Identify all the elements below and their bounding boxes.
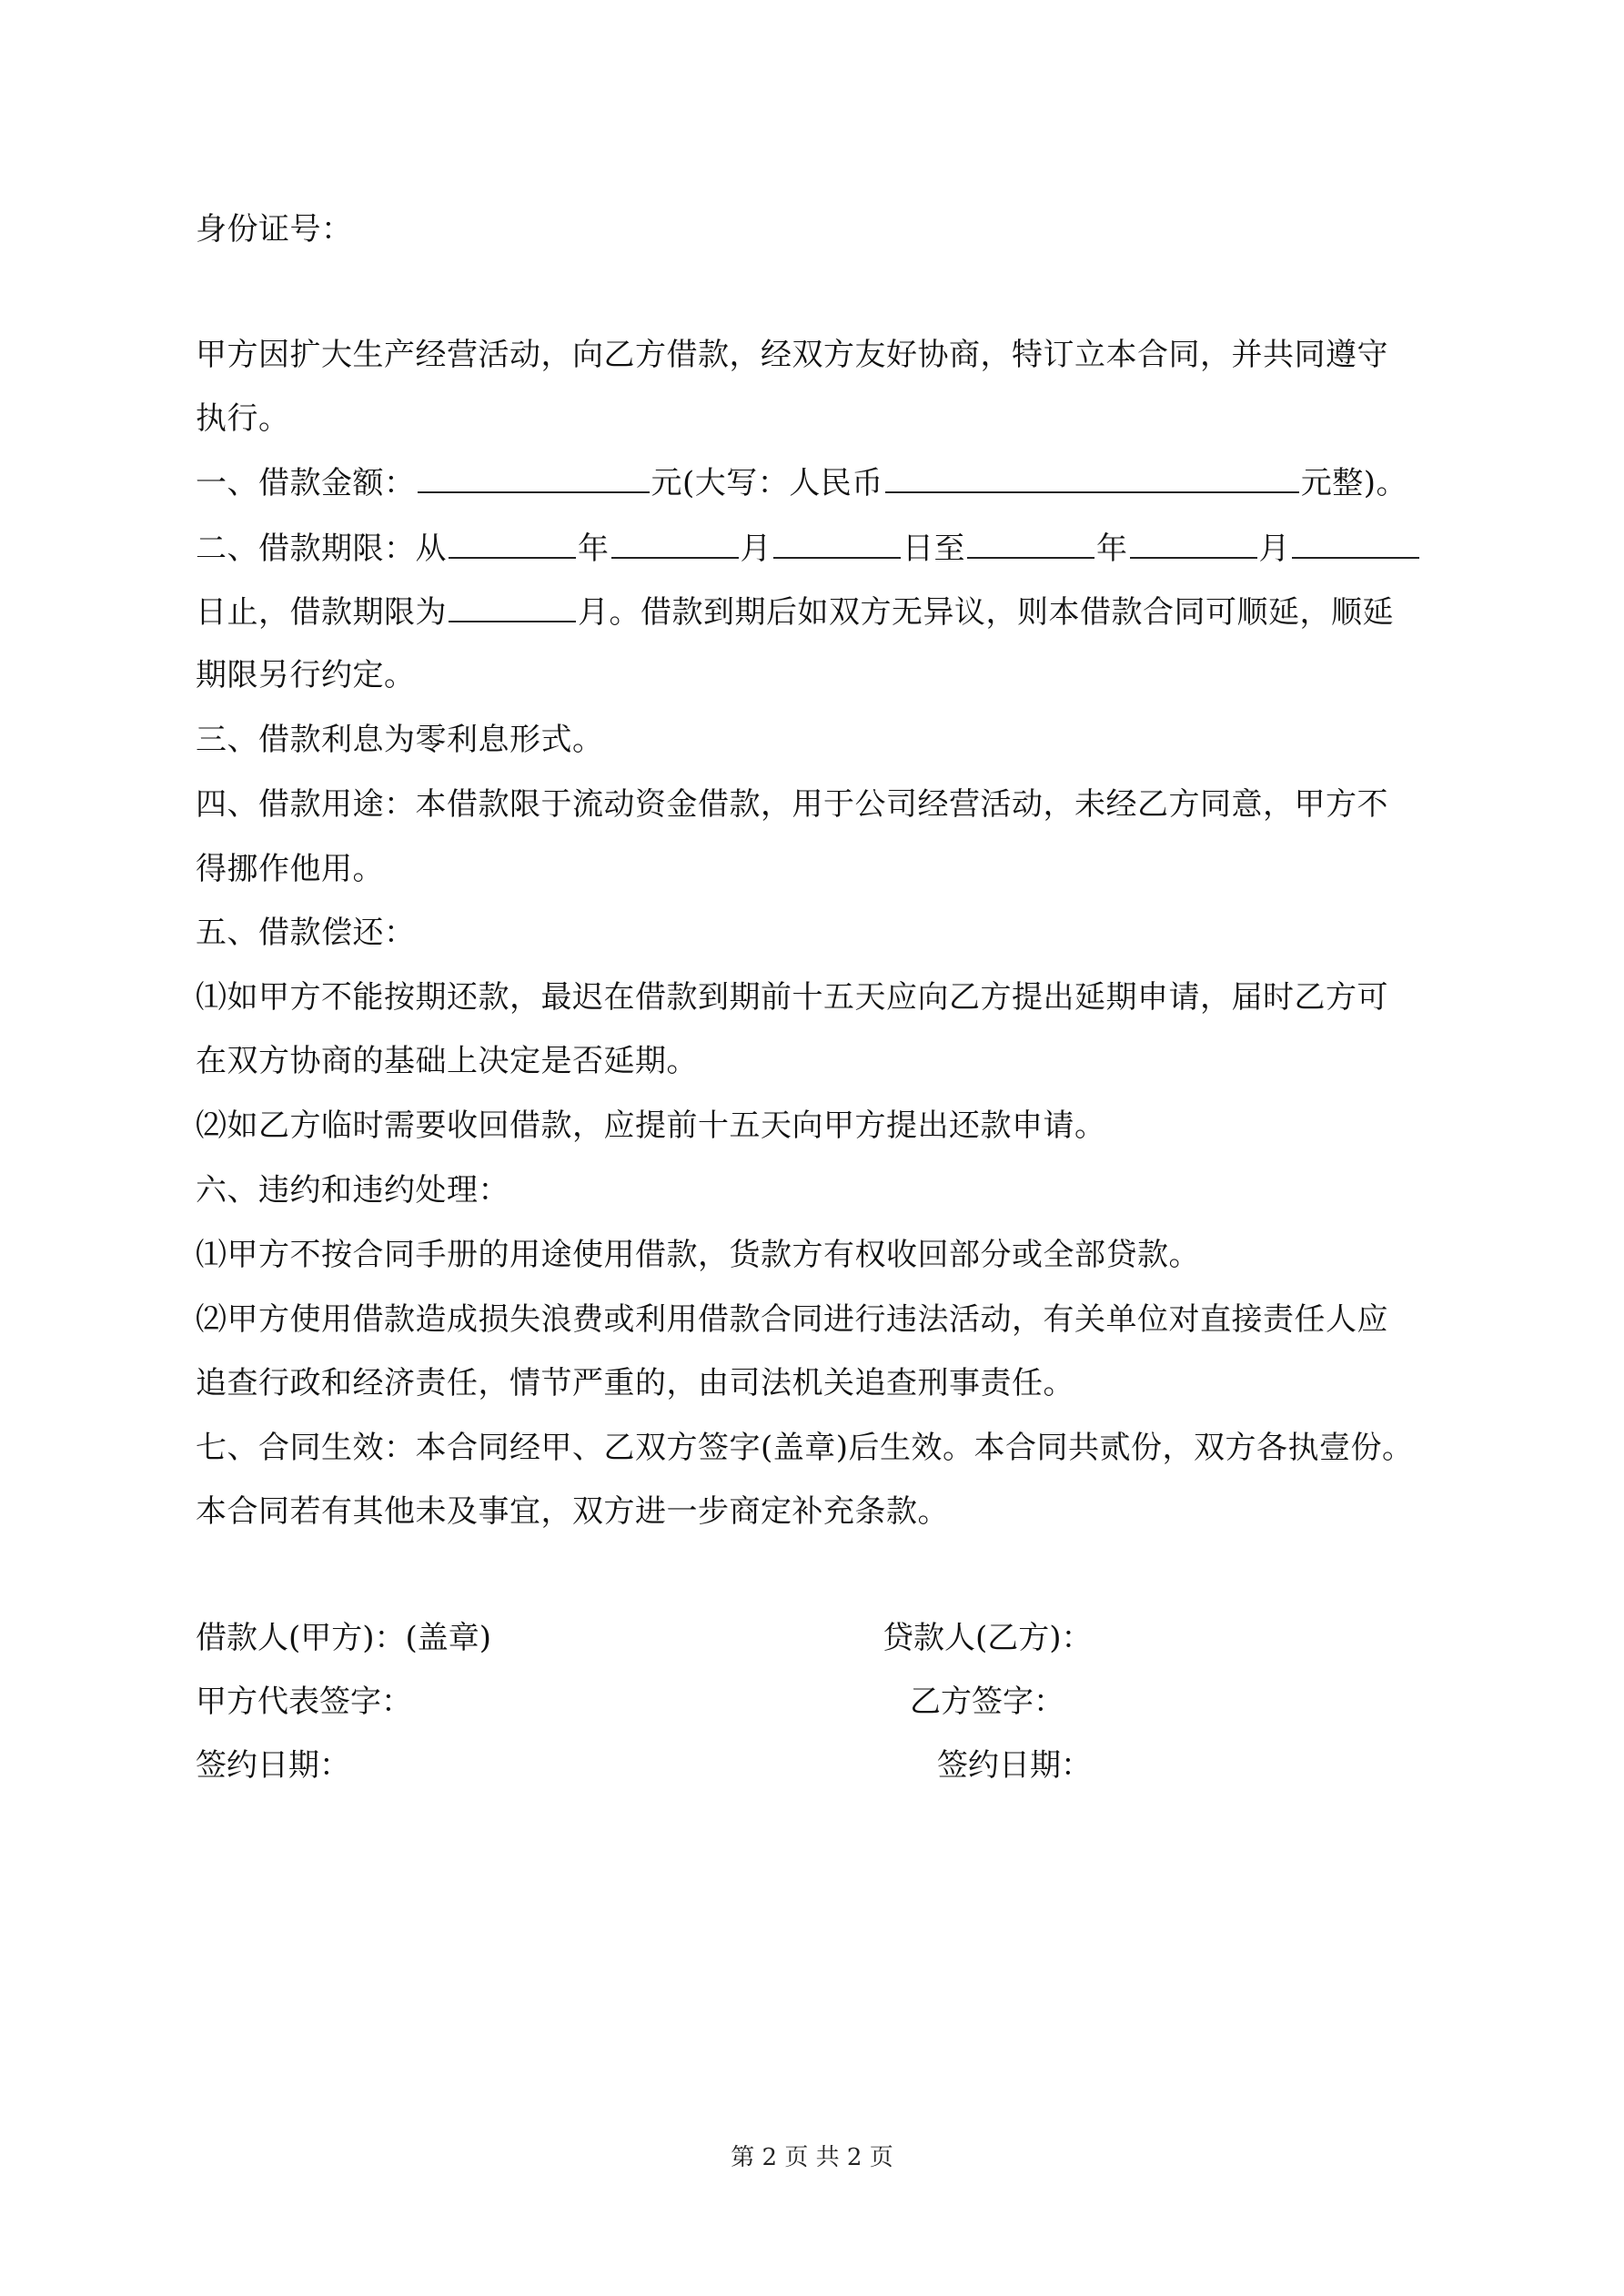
- page-footer: 第 2 页 共 2 页: [731, 2144, 893, 2171]
- end-month-blank: [1130, 530, 1257, 559]
- borrower-date-label: 签约日期：: [196, 1747, 350, 1784]
- clause-1-suffix: 元整)。: [1300, 465, 1408, 501]
- start-day-blank: [773, 530, 901, 559]
- id-number-label: 身份证号：: [196, 211, 353, 248]
- clause-5-item-1-line-1: ⑴如甲方不能按期还款，最迟在借款到期前十五天应向乙方提出延期申请，届时乙方可: [196, 979, 1388, 1016]
- lender-signature-label: 贷款人(乙方)：: [883, 1620, 1093, 1656]
- clause-2-prefix: 二、借款期限：从: [196, 531, 447, 567]
- clause-7-line-2: 本合同若有其他未及事宜，双方进一步商定补充条款。: [196, 1493, 949, 1530]
- start-year-label: 年: [578, 531, 610, 567]
- start-month-label: 月: [740, 531, 772, 567]
- clause-2-line-2-b: 月。借款到期后如双方无异议，则本借款合同可顺延，顺延: [578, 594, 1394, 631]
- clause-1-prefix: 一、借款金额：: [196, 465, 416, 501]
- clause-5-item-1-line-2: 在双方协商的基础上决定是否延期。: [196, 1043, 698, 1079]
- clause-5-item-2: ⑵如乙方临时需要收回借款，应提前十五天向甲方提出还款申请。: [196, 1108, 1106, 1144]
- clause-1-loan-amount: [196, 464, 1407, 501]
- clause-7-line-1: 七、合同生效：本合同经甲、乙双方签字(盖章)后生效。本合同共贰份，双方各执壹份。: [196, 1430, 1414, 1466]
- clause-6-title: 六、违约和违约处理：: [196, 1172, 509, 1209]
- lender-sign-label: 乙方签字：: [910, 1684, 1064, 1720]
- end-year-blank: [967, 530, 1094, 559]
- amount-blank: [418, 464, 650, 493]
- clause-6-item-1: ⑴甲方不按合同手册的用途使用借款，货款方有权收回部分或全部贷款。: [196, 1237, 1200, 1273]
- end-day-blank: [1292, 530, 1419, 559]
- clause-4-purpose-line-2: 得挪作他用。: [196, 851, 384, 887]
- lender-date-label: 签约日期：: [937, 1747, 1092, 1784]
- end-year-label: 年: [1096, 531, 1128, 567]
- start-day-to-label: 日至: [903, 531, 965, 567]
- clause-1-mid: 元(大写：人民币: [651, 465, 883, 501]
- term-months-blank: [449, 593, 576, 622]
- start-year-blank: [449, 530, 576, 559]
- intro-line-2: 执行。: [196, 400, 290, 437]
- start-month-blank: [611, 530, 739, 559]
- clause-2-loan-term-line-1: [196, 530, 1421, 567]
- borrower-representative-label: 甲方代表签字：: [196, 1684, 412, 1720]
- intro-line-1: 甲方因扩大生产经营活动，向乙方借款，经双方友好协商，特订立本合同，并共同遵守: [196, 337, 1388, 373]
- clause-3-interest: 三、借款利息为零利息形式。: [196, 722, 604, 758]
- amount-in-words-blank: [885, 464, 1299, 493]
- borrower-signature-label: 借款人(甲方)：(盖章): [196, 1620, 492, 1656]
- clause-4-purpose-line-1: 四、借款用途：本借款限于流动资金借款，用于公司经营活动，未经乙方同意，甲方不: [196, 786, 1388, 823]
- end-month-label: 月: [1258, 531, 1290, 567]
- clause-5-title: 五、借款偿还：: [196, 915, 416, 951]
- clause-2-loan-term-line-2: [196, 593, 1394, 631]
- clause-2-line-2-a: 日止，借款期限为: [196, 594, 447, 631]
- clause-6-item-2-line-1: ⑵甲方使用借款造成损失浪费或利用借款合同进行违法活动，有关单位对直接责任人应: [196, 1301, 1388, 1338]
- clause-6-item-2-line-2: 追查行政和经济责任，情节严重的，由司法机关追查刑事责任。: [196, 1365, 1074, 1401]
- clause-2-loan-term-line-3: 期限另行约定。: [196, 657, 416, 693]
